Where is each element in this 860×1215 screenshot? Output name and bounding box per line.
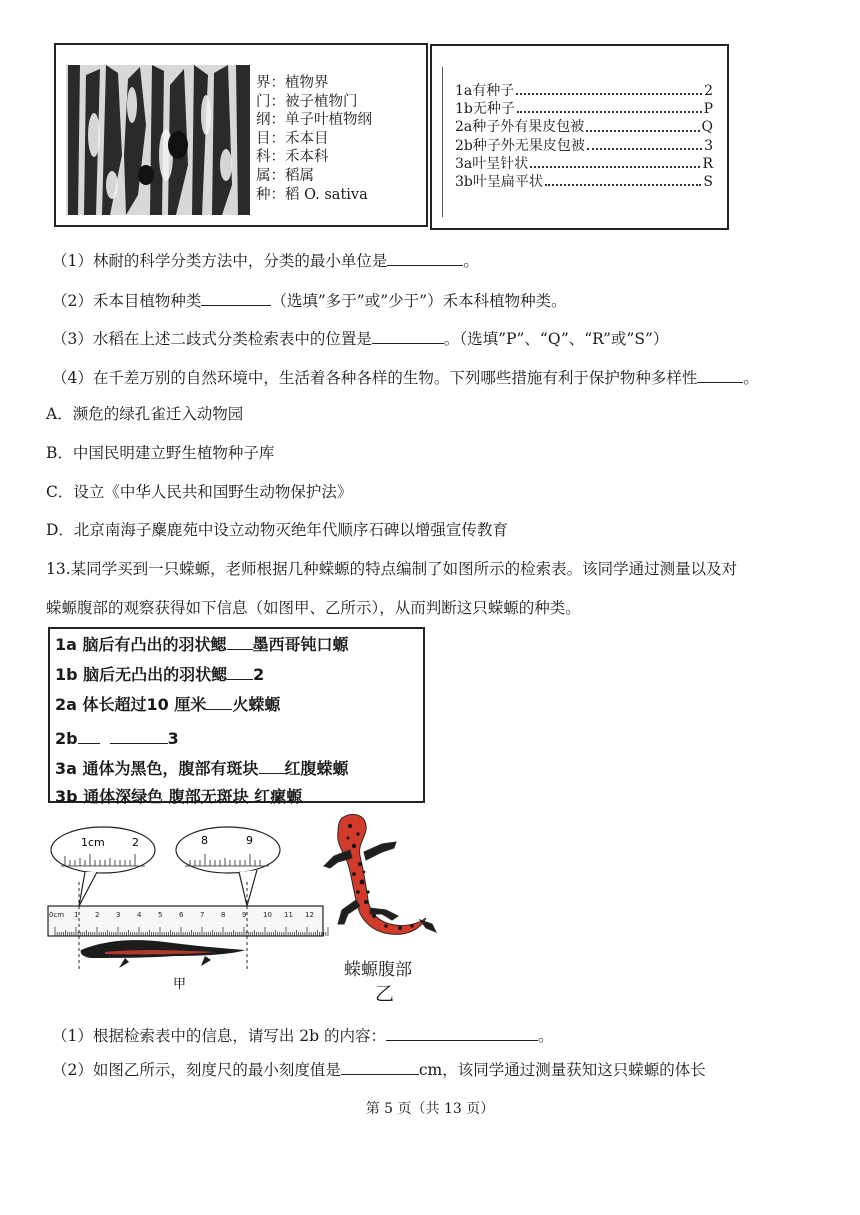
taxonomy-kingdom: 界：植物界 [256, 75, 329, 91]
plant-key-row: 2a种子外有果皮包被 Q [455, 119, 713, 136]
answer-blank[interactable] [697, 366, 743, 383]
q13-2 [52, 1058, 706, 1080]
ruler-tick-label: 2 [95, 911, 100, 919]
key-row-1b: 1b 脑后无凸出的羽状鳃 2 [55, 665, 265, 684]
answer-blank[interactable] [341, 1058, 419, 1075]
q12-4 [52, 366, 759, 388]
taxonomy-phylum: 门：被子植物门 [256, 93, 358, 110]
answer-blank[interactable] [387, 249, 463, 266]
taxonomy-class: 纲：单子叶植物纲 [256, 112, 372, 129]
ruler-tick-label: 0cm [49, 911, 65, 919]
ruler-tick-label: 7 [200, 911, 205, 919]
caption-yi-title: 蝾螈腹部 [344, 960, 412, 980]
ruler-tick-label: 3 [116, 911, 121, 919]
ruler-tick-label: 6 [179, 911, 184, 919]
q12-1-end: 。 [463, 252, 479, 270]
key-row-2a: 2a 体长超过10 厘米 火蝾螈 [55, 695, 281, 714]
ruler-tick-label: 12 [305, 911, 314, 919]
ruler-tick-label: 10 [263, 911, 272, 919]
q13-1 [52, 1024, 554, 1046]
q12-1 [52, 249, 479, 271]
zoom-left-label-2: 2 [132, 836, 139, 849]
ruler [48, 906, 323, 936]
q12-4-text: （4）在千差万别的自然环境中，生活着各种各样的生物。下列哪些措施有利于保护物种多样性 [52, 369, 698, 387]
taxonomy-family: 科：禾本科 [256, 149, 329, 166]
key-row-3a: 3a 通体为黑色，腹部有斑块 红腹蝾螈 [55, 759, 349, 778]
ruler-tick-label: 8 [221, 911, 226, 919]
ruler-tick-label: 11 [284, 911, 293, 919]
q12-3-text: （3）水稻在上述二歧式分类检索表中的位置是 [52, 330, 372, 348]
q13-1-end: 。 [538, 1027, 554, 1045]
zoom-left-label-1cm: 1cm [81, 836, 105, 849]
plant-key-row: 1a有种子 2 [455, 83, 713, 99]
taxonomy-list [256, 74, 372, 204]
q13-1-text: （1）根据检索表中的信息，请写出 2b 的内容： [52, 1027, 387, 1045]
ruler-tick-label: 4 [137, 911, 142, 919]
taxonomy-order: 目：禾本目 [256, 130, 329, 147]
answer-blank[interactable] [386, 1024, 538, 1041]
rice-plant-photo [66, 65, 250, 215]
ruler-tick-label: 1 [74, 911, 79, 919]
q12-2-text: （2）禾本目植物种类 [52, 292, 202, 310]
q12-2-end: （选填”多于”或”少于”）禾本科植物种类。 [271, 292, 567, 310]
zoom-right-label-8: 8 [201, 834, 208, 847]
caption-yi: 乙 [375, 983, 395, 1005]
q12-3 [52, 327, 668, 349]
zoom-right-label-9: 9 [246, 834, 253, 847]
q13-stem-line2: 蝾螈腹部的观察获得如下信息（如图甲、乙所示），从而判断这只蝾螈的种类。 [46, 599, 581, 617]
ruler-tick-label: 9 [242, 911, 247, 919]
option-c: C．设立《中华人民共和国野生动物保护法》 [46, 483, 353, 501]
caption-jia: 甲 [173, 977, 187, 992]
salamander-belly-photo [320, 812, 440, 957]
plant-key-row: 2b种子外无果皮包被 3 [455, 137, 713, 154]
page-footer: 第 5 页（共 13 页） [365, 1101, 495, 1117]
plant-dichotomous-key [455, 82, 713, 191]
taxonomy-genus: 属：稻属 [256, 167, 314, 184]
q13-2-text: （2）如图乙所示，刻度尺的最小刻度值是 [52, 1061, 341, 1079]
ruler-tick-label: 5 [158, 911, 163, 919]
q12-3-end: 。（选填”P”、“Q”、“R”或”S”） [443, 330, 669, 348]
key-row-1a: 1a 脑后有凸出的羽状鳃 墨西哥钝口螈 [55, 635, 349, 654]
option-a: A．濒危的绿孔雀迁入动物园 [46, 405, 244, 423]
plant-key-row: 1b无种子 P [455, 101, 713, 118]
q12-4-end: 。 [743, 369, 759, 387]
salamander-side-view [81, 940, 245, 968]
q12-2 [52, 289, 567, 311]
ruler-measurement-figure [45, 822, 330, 992]
taxonomy-species: 种：稻 O. sativa [256, 186, 368, 203]
key-row-3b: 3b 通体深绿色 腹部无斑块 红瘰螈 [55, 787, 303, 806]
option-d: D．北京南海子麋鹿苑中设立动物灭绝年代顺序石碑以增强宣传教育 [46, 521, 508, 539]
plant-key-row: 3b叶呈扁平状 S [455, 174, 713, 191]
key-row-2b: 2b 3 [55, 729, 179, 748]
answer-blank[interactable] [372, 327, 444, 344]
q12-1-text: （1）林耐的科学分类方法中，分类的最小单位是 [52, 252, 388, 270]
q13-2-end: cm，该同学通过测量获知这只蝾螈的体长 [418, 1061, 706, 1079]
answer-blank[interactable] [201, 289, 271, 306]
plant-key-row: 3a叶呈针状 R [455, 155, 713, 172]
q13-stem-line1: 13.某同学买到一只蝾螈，老师根据几种蝾螈的特点编制了如图所示的检索表。该同学通过测量以及对 [46, 560, 738, 578]
option-b: B．中国民明建立野生植物种子库 [46, 444, 275, 462]
